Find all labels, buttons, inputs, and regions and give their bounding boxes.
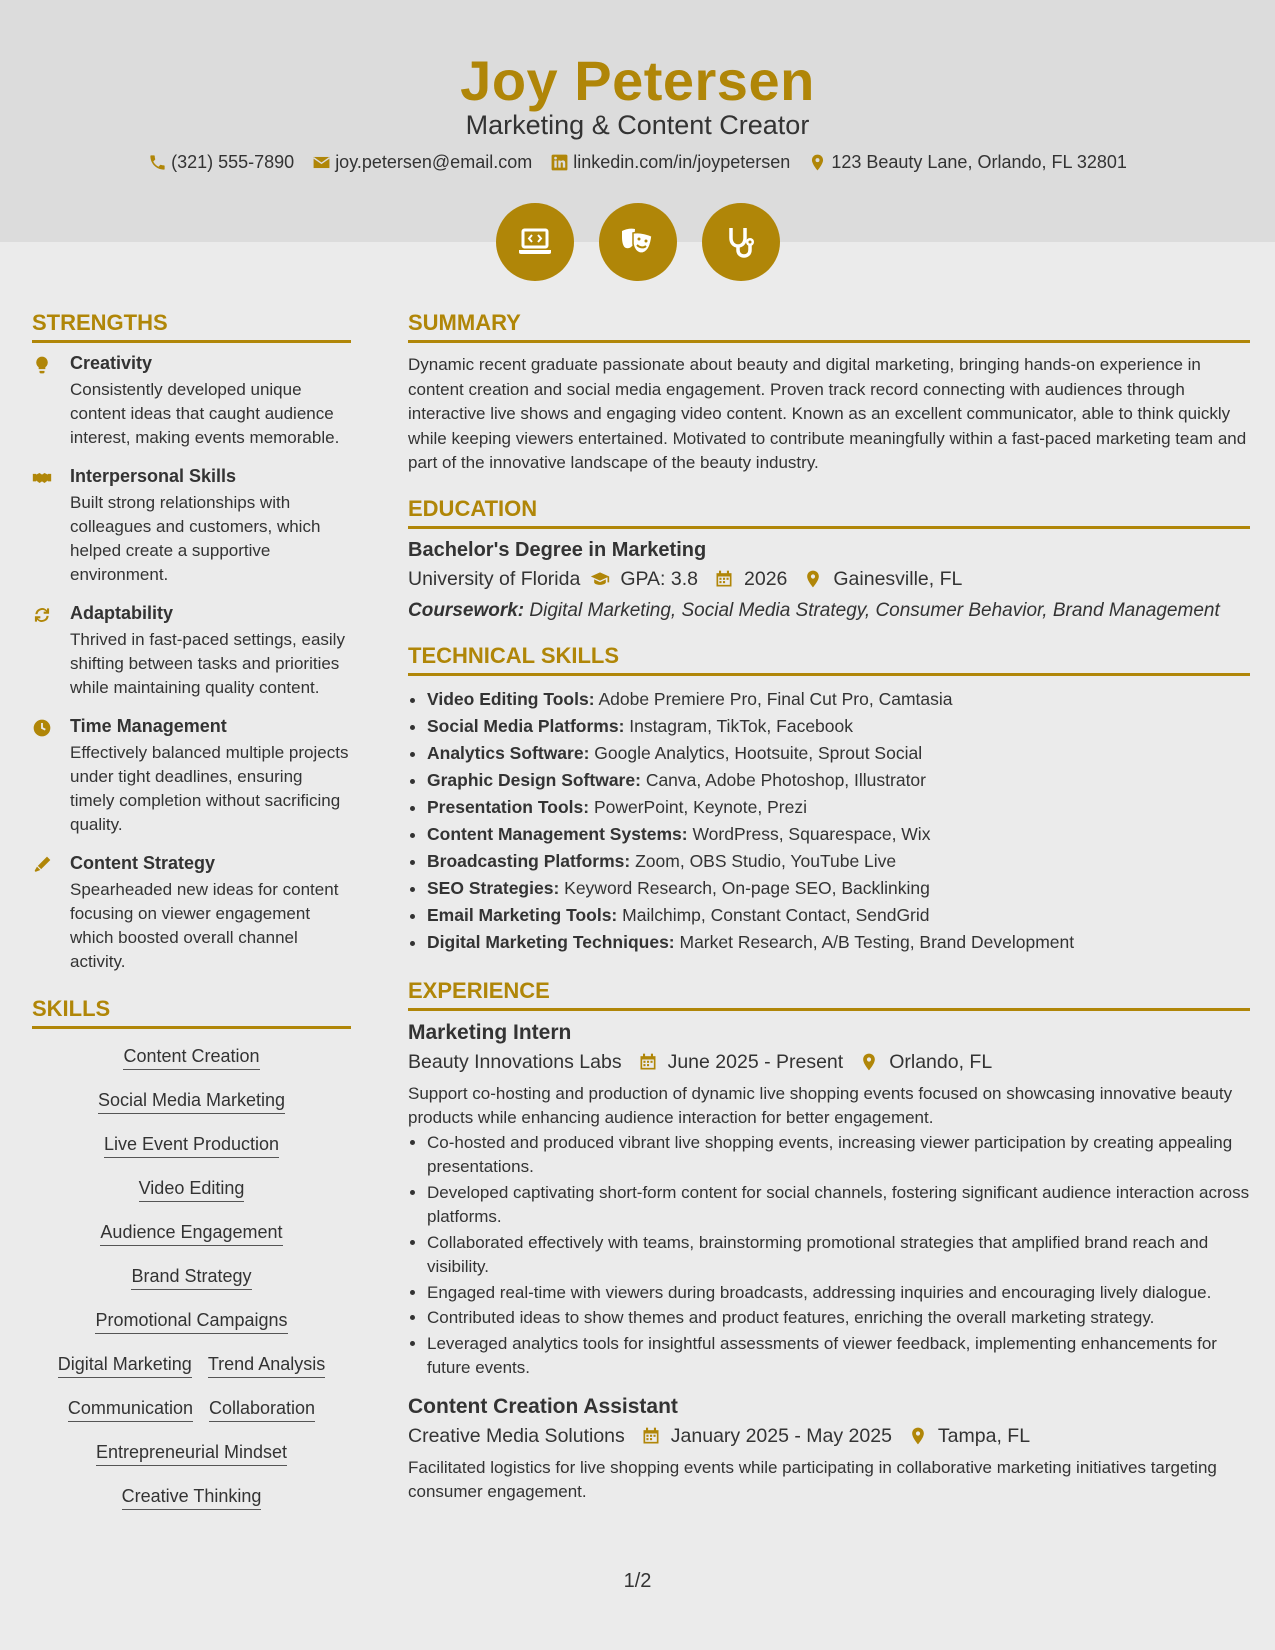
- job-dates: January 2025 - May 2025: [670, 1424, 892, 1447]
- strengths-heading: STRENGTHS: [32, 310, 351, 343]
- technical-skill-label: Email Marketing Tools:: [427, 904, 618, 925]
- strength-item: [32, 466, 351, 587]
- calendar-icon: [641, 1426, 661, 1446]
- job-bullet: • Engaged real-time with viewers during broadcasts, addressing inquiries and encouraging lively dialogue.: [427, 1281, 1250, 1306]
- coursework-label: Coursework:: [408, 599, 525, 621]
- technical-skill-value: Keyword Research, On-page SEO, Backlinking: [564, 877, 930, 898]
- summary-text: Dynamic recent graduate passionate about beauty and digital marketing, bringing hands-on experience in content creation and social media engagement. Proven track record connecting with audiences through interactive live shows and engaging video content. Known as an excellent communicator, able to think quickly while keeping viewers entertained. Motivated to contribute meaningfully within a fast-paced marketing team and part of the innovative landscape of the beauty industry.: [408, 355, 1247, 472]
- strength-item: [32, 603, 351, 700]
- skill-tag: Content Creation: [123, 1045, 259, 1070]
- job-bullet: • Collaborated effectively with teams, brainstorming promotional strategies that amplified brand reach and visibility.: [427, 1231, 1250, 1280]
- skill-tag: Audience Engagement: [100, 1221, 282, 1246]
- skills-row: [32, 1265, 351, 1290]
- skill-tag: Social Media Marketing: [98, 1089, 285, 1114]
- handshake-icon: [32, 468, 52, 488]
- map-marker-icon: [803, 569, 823, 589]
- technical-skill-item: [427, 767, 1250, 794]
- technical-skill-label: Broadcasting Platforms:: [427, 850, 631, 871]
- calendar-icon: [638, 1052, 658, 1072]
- technical-skill-value: Mailchimp, Constant Contact, SendGrid: [622, 904, 930, 925]
- skill-tag: Collaboration: [209, 1397, 315, 1422]
- stethoscope-icon: [721, 222, 761, 262]
- technical-skill-value: PowerPoint, Keynote, Prezi: [593, 796, 807, 817]
- interest-circle-stethoscope: [702, 203, 780, 281]
- skill-tag: Video Editing: [139, 1177, 245, 1202]
- address-text: 123 Beauty Lane, Orlando, FL 32801: [831, 152, 1127, 172]
- email-text: joy.petersen@email.com: [335, 152, 533, 172]
- strength-desc: Spearheaded new ideas for content focusing on viewer engagement which boosted overall channel activity.: [70, 880, 339, 971]
- lightbulb-icon: [32, 355, 52, 375]
- job-title: Content Creation Assistant: [408, 1394, 678, 1418]
- contact-linkedin[interactable]: [550, 152, 790, 173]
- interest-circle-masks: [599, 203, 677, 281]
- skills-row: [32, 1177, 351, 1202]
- skills-row: [32, 1133, 351, 1158]
- strength-title: Creativity: [70, 353, 153, 373]
- technical-skill-label: SEO Strategies:: [427, 877, 560, 898]
- job-entry: [408, 1395, 1250, 1505]
- job-bullet: • Contributed ideas to show themes and product features, enriching the overall marketing strategy.: [427, 1306, 1250, 1331]
- summary-heading: SUMMARY: [408, 310, 1250, 343]
- education-coursework: [408, 599, 1250, 623]
- linkedin-icon: [550, 153, 569, 172]
- skills-row: [32, 1397, 351, 1422]
- technical-skill-item: [427, 929, 1250, 956]
- education-gpa: GPA: 3.8: [620, 567, 698, 590]
- linkedin-text: linkedin.com/in/joypetersen: [573, 152, 791, 172]
- strength-item: [32, 853, 351, 974]
- strength-item: [32, 353, 351, 450]
- phone-text: (321) 555-7890: [171, 152, 295, 172]
- technical-skill-item: [427, 902, 1250, 929]
- job-location: Orlando, FL: [889, 1050, 993, 1073]
- strength-item: [32, 716, 351, 837]
- technical-skill-value: WordPress, Squarespace, Wix: [692, 823, 931, 844]
- skills-row: [32, 1221, 351, 1246]
- page-number: 1/2: [623, 1570, 652, 1592]
- contact-email[interactable]: [312, 152, 532, 173]
- technical-skill-label: Analytics Software:: [427, 742, 590, 763]
- skills-row: [32, 1441, 351, 1466]
- strength-title: Content Strategy: [70, 853, 216, 873]
- job-description: Facilitated logistics for live shopping events while participating in collaborative marketing initiatives targeting consumer engagement.: [408, 1457, 1217, 1501]
- interest-circle-laptop: [496, 203, 574, 281]
- job-meta: [408, 1425, 1250, 1448]
- technical-skill-value: Google Analytics, Hootsuite, Sprout Social: [594, 742, 923, 763]
- job-location: Tampa, FL: [937, 1424, 1031, 1447]
- education-school: University of Florida: [408, 567, 581, 590]
- strength-title: Time Management: [70, 716, 227, 736]
- contact-address: [808, 152, 1127, 173]
- phone-icon: [148, 153, 167, 172]
- skills-list: [32, 1039, 351, 1510]
- education-degree: Bachelor's Degree in Marketing: [408, 538, 707, 561]
- job-bullets: [408, 1131, 1250, 1381]
- contact-phone[interactable]: [148, 152, 294, 173]
- skill-tag: Entrepreneurial Mindset: [96, 1441, 287, 1466]
- skill-tag: Live Event Production: [104, 1133, 279, 1158]
- technical-skills-heading: TECHNICAL SKILLS: [408, 643, 1250, 676]
- skill-tag: Brand Strategy: [131, 1265, 251, 1290]
- technical-skill-item: [427, 794, 1250, 821]
- technical-skill-label: Presentation Tools:: [427, 796, 590, 817]
- job-entry: [408, 1021, 1250, 1381]
- right-column: [408, 310, 1250, 1505]
- skill-tag: Creative Thinking: [122, 1485, 262, 1510]
- laptop-code-icon: [515, 222, 555, 262]
- map-marker-icon: [859, 1052, 879, 1072]
- job-description: Support co-hosting and production of dynamic live shopping events focused on showcasing innovative beauty products while enhancing audience interaction for better engagement.: [408, 1083, 1233, 1127]
- job-title: Marketing Intern: [408, 1020, 572, 1044]
- strength-title: Adaptability: [70, 603, 174, 623]
- skill-tag: Promotional Campaigns: [95, 1309, 287, 1334]
- pen-icon: [32, 855, 52, 875]
- experience-heading: EXPERIENCE: [408, 978, 1250, 1011]
- skill-tag: Trend Analysis: [208, 1353, 325, 1378]
- skill-tag: Communication: [68, 1397, 193, 1422]
- strength-desc: Built strong relationships with colleagues and customers, which helped create a supportive environment.: [70, 493, 321, 584]
- technical-skill-label: Graphic Design Software:: [427, 769, 641, 790]
- theater-masks-icon: [618, 222, 658, 262]
- skills-row: [32, 1353, 351, 1378]
- technical-skill-label: Social Media Platforms:: [427, 715, 625, 736]
- map-marker-icon: [908, 1426, 928, 1446]
- strengths-list: [32, 353, 351, 974]
- technical-skill-item: [427, 875, 1250, 902]
- job-meta: [408, 1051, 1250, 1074]
- technical-skill-label: Video Editing Tools:: [427, 688, 595, 709]
- map-marker-icon: [808, 153, 827, 172]
- technical-skill-item: [427, 713, 1250, 740]
- education-location: Gainesville, FL: [833, 567, 963, 590]
- technical-skills-list: [408, 686, 1250, 956]
- job-company: Creative Media Solutions: [408, 1424, 625, 1447]
- technical-skill-item: [427, 686, 1250, 713]
- technical-skill-value: Canva, Adobe Photoshop, Illustrator: [645, 769, 926, 790]
- contact-bar: [0, 152, 1275, 173]
- technical-skill-value: Instagram, TikTok, Facebook: [629, 715, 854, 736]
- skill-tag: Digital Marketing: [58, 1353, 192, 1378]
- education-year: 2026: [744, 567, 788, 590]
- job-bullet: • Leveraged analytics tools for insightful assessments of viewer feedback, implementing enhancements for future events.: [427, 1332, 1250, 1381]
- technical-skill-label: Content Management Systems:: [427, 823, 688, 844]
- technical-skill-item: [427, 848, 1250, 875]
- technical-skill-value: Zoom, OBS Studio, YouTube Live: [635, 850, 897, 871]
- technical-skill-value: Adobe Premiere Pro, Final Cut Pro, Camtasia: [598, 688, 953, 709]
- clock-icon: [32, 718, 52, 738]
- left-column: [32, 310, 351, 1510]
- skills-row: [32, 1485, 351, 1510]
- calendar-icon: [714, 569, 734, 589]
- strength-desc: Consistently developed unique content ideas that caught audience interest, making events memorable.: [70, 380, 340, 447]
- coursework-text: Digital Marketing, Social Media Strategy, Consumer Behavior, Brand Management: [529, 599, 1220, 621]
- job-dates: June 2025 - Present: [667, 1050, 844, 1073]
- skills-row: [32, 1045, 351, 1070]
- technical-skill-value: Market Research, A/B Testing, Brand Development: [679, 931, 1075, 952]
- technical-skill-item: [427, 821, 1250, 848]
- job-bullet: • Developed captivating short-form content for social channels, fostering significant audience interaction across platforms.: [427, 1181, 1250, 1230]
- education-heading: EDUCATION: [408, 496, 1250, 529]
- graduation-cap-icon: [590, 569, 610, 589]
- job-company: Beauty Innovations Labs: [408, 1050, 622, 1073]
- technical-skill-item: [427, 740, 1250, 767]
- skills-row: [32, 1089, 351, 1114]
- job-bullet: • Co-hosted and produced vibrant live shopping events, increasing viewer participation by creating appealing presentations.: [427, 1131, 1250, 1180]
- technical-skill-label: Digital Marketing Techniques:: [427, 931, 675, 952]
- strength-desc: Effectively balanced multiple projects under tight deadlines, ensuring timely completion without sacrificing quality.: [70, 743, 349, 834]
- skills-row: [32, 1309, 351, 1334]
- education-meta: [408, 568, 1250, 591]
- candidate-name: Joy Petersen: [460, 49, 815, 112]
- sync-icon: [32, 605, 52, 625]
- envelope-icon: [312, 153, 331, 172]
- strength-title: Interpersonal Skills: [70, 466, 237, 486]
- skills-heading: SKILLS: [32, 996, 351, 1029]
- strength-desc: Thrived in fast-paced settings, easily shifting between tasks and priorities while maintaining quality content.: [70, 630, 345, 697]
- interest-icons: [0, 203, 1275, 281]
- candidate-title: Marketing & Content Creator: [465, 110, 810, 140]
